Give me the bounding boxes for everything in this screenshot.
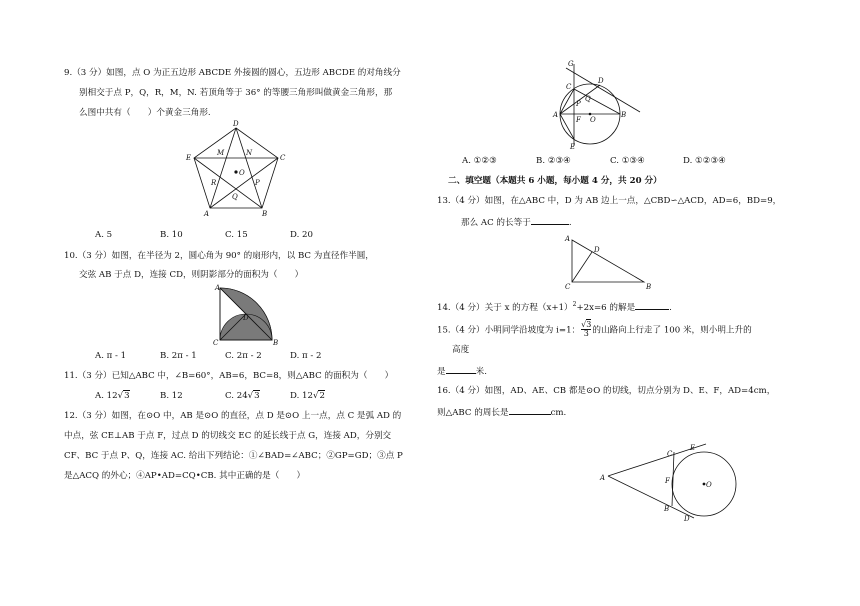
q12-label-d: D <box>598 77 604 85</box>
q11-option-c-radicand: 3 <box>254 391 260 401</box>
q12-label-o: O <box>590 116 596 124</box>
q16-line1: 16.（4 分）如图，AD、AE、CB 都是⊙O 的切线，切点分别为 D、E、F，AD=4cm， <box>437 386 776 396</box>
q9-label-o: O <box>239 169 245 177</box>
q9-pentagon-figure <box>178 120 288 220</box>
section2-title: 二、填空题（本题共 6 小题，每小题 4 分，共 20 分） <box>448 176 662 186</box>
q11-option-d-radicand: 2 <box>319 391 325 401</box>
q11-line1: 11.（3 分）已知△ABC 中，∠B=60°，AB=6，BC=8，则△ABC 的面积为（ ） <box>64 371 394 381</box>
q13-label-d: D <box>594 246 600 254</box>
q16-label-e: E <box>690 444 696 452</box>
q10-label-d: D <box>243 314 249 322</box>
q14-exponent: 2 <box>572 301 577 309</box>
q13-answer-blank <box>531 216 569 225</box>
q16-label-d: D <box>684 515 690 523</box>
q9-line1: 9.（3 分）如图，点 O 为正五边形 ABCDE 外接圆的圆心，五边形 ABCDE 的对角线分 <box>64 68 401 78</box>
q9-label-q: Q <box>232 193 238 201</box>
q11-option-a: A. 12√3 <box>95 391 130 401</box>
q12-label-a: A <box>553 111 559 119</box>
q12-line4: 是△ACQ 的外心；④AP•AD=CQ•CB. 其中正确的是（ ） <box>64 471 306 481</box>
q12-label-e: E <box>570 143 576 150</box>
q16-label-a: A <box>600 474 606 482</box>
q9-label-n: N <box>246 149 253 157</box>
q13-label-a: A <box>565 235 571 243</box>
q11-option-c: C. 24√3 <box>225 391 260 401</box>
q10-option-a: A. π - 1 <box>95 351 127 361</box>
q16-label-c: C <box>667 450 673 458</box>
q16-label-b: B <box>664 505 670 513</box>
q15-fraction: $\frac{√3}{3}$ <box>581 320 592 339</box>
q12-circle-figure <box>540 58 650 150</box>
q9-label-a: A <box>204 210 210 218</box>
q16-label-o: O <box>706 481 712 489</box>
q15-answer-blank <box>446 365 476 374</box>
q9-label-m: M <box>217 149 225 157</box>
q10-label-a: A <box>215 284 221 292</box>
q9-label-p: P <box>255 179 260 187</box>
q13-line1: 13.（4 分）如图，在△ABC 中，D 为 AB 边上一点，△CBD∽△ACD，AD=6，BD=9， <box>437 196 782 206</box>
q15-line1: 15.（4 分）小明同学沿坡度为 i=1： $\frac{√3}{3}$ 的山路向上行走了 100 米，则小明上升的 <box>437 320 752 339</box>
q9-line3: 么图中共有（ ）个黄金三角形. <box>79 108 211 118</box>
q12-option-d: D. ①②③④ <box>683 156 726 166</box>
q14-line1: 14.（4 分）关于 x 的方程$(x+1)^2+2x=6$ 的解是 . <box>437 301 672 313</box>
q12-option-a: A. ①②③ <box>462 156 497 166</box>
q9-label-r: R <box>211 179 217 187</box>
q13-label-b: B <box>646 283 652 291</box>
q12-option-b: B. ②③④ <box>536 156 571 166</box>
q16-label-f: F <box>665 477 670 485</box>
q9-option-b: B. 10 <box>160 230 183 240</box>
q9-label-d: D <box>233 120 239 128</box>
q9-line2: 别相交于点 P，Q，R，M，N. 若顶角等于 36° 的等腰三角形叫做黄金三角形，那 <box>79 88 393 98</box>
q16-answer-blank <box>509 406 551 415</box>
q16-tangent-figure <box>592 440 742 524</box>
q15-fraction-numerator: 3 <box>586 320 592 329</box>
q13-line2: 那么 AC 的长等于 . <box>461 218 572 228</box>
q9-label-e: E <box>186 154 192 162</box>
q9-option-c: C. 15 <box>225 230 248 240</box>
q10-sector-figure <box>206 282 286 346</box>
q12-label-q: Q <box>585 95 591 103</box>
q10-option-d: D. π - 2 <box>290 351 322 361</box>
q12-option-c: C. ①③④ <box>610 156 645 166</box>
q11-option-a-radicand: 3 <box>124 391 130 401</box>
q9-option-a: A. 5 <box>95 230 113 240</box>
q15-line2: 高度 <box>452 345 470 355</box>
q10-label-b: B <box>273 339 279 346</box>
q15-line3: 是 米. <box>437 367 487 377</box>
q10-option-b: B. 2π - 1 <box>160 351 197 361</box>
q14-answer-blank <box>635 301 669 310</box>
q10-label-c: C <box>213 339 219 346</box>
q10-option-c: C. 2π - 2 <box>225 351 262 361</box>
q12-line2: 中点，弦 CE⊥AB 于点 F，过点 D 的切线交 EC 的延长线于点 G，连接 AD，分别交 <box>64 431 392 441</box>
q12-label-f: F <box>576 116 581 124</box>
q16-line2: 则△ABC 的周长是 cm. <box>437 408 567 418</box>
q12-label-g: G <box>568 60 574 68</box>
q10-line2: 交弦 AB 于点 D，连接 CD，则阴影部分的面积为（ ） <box>79 270 304 280</box>
q11-option-b: B. 12 <box>160 391 183 401</box>
q15-fraction-denominator: 3 <box>583 329 589 339</box>
q10-line1: 10.（3 分）如图，在半径为 2，圆心角为 90° 的扇形内，以 BC 为直径作半圆， <box>64 251 374 261</box>
q9-label-b: B <box>262 210 268 218</box>
q12-label-b: B <box>621 111 627 119</box>
q13-label-c: C <box>565 283 571 291</box>
q13-triangle-figure <box>560 230 656 292</box>
q9-option-d: D. 20 <box>290 230 313 240</box>
q12-line1: 12.（3 分）如图，在⊙O 中，AB 是⊙O 的直径，点 D 是⊙O 上一点，点 C 是弧 AD 的 <box>64 411 402 421</box>
q9-label-c: C <box>280 154 286 162</box>
q12-line3: CF、BC 于点 P、Q，连接 AC. 给出下列结论：①∠BAD=∠ABC；②GP=GD；③点 P <box>64 451 403 461</box>
q12-label-c: C <box>566 83 572 91</box>
q11-option-d: D. 12√2 <box>290 391 325 401</box>
q12-label-p: P <box>576 100 581 108</box>
